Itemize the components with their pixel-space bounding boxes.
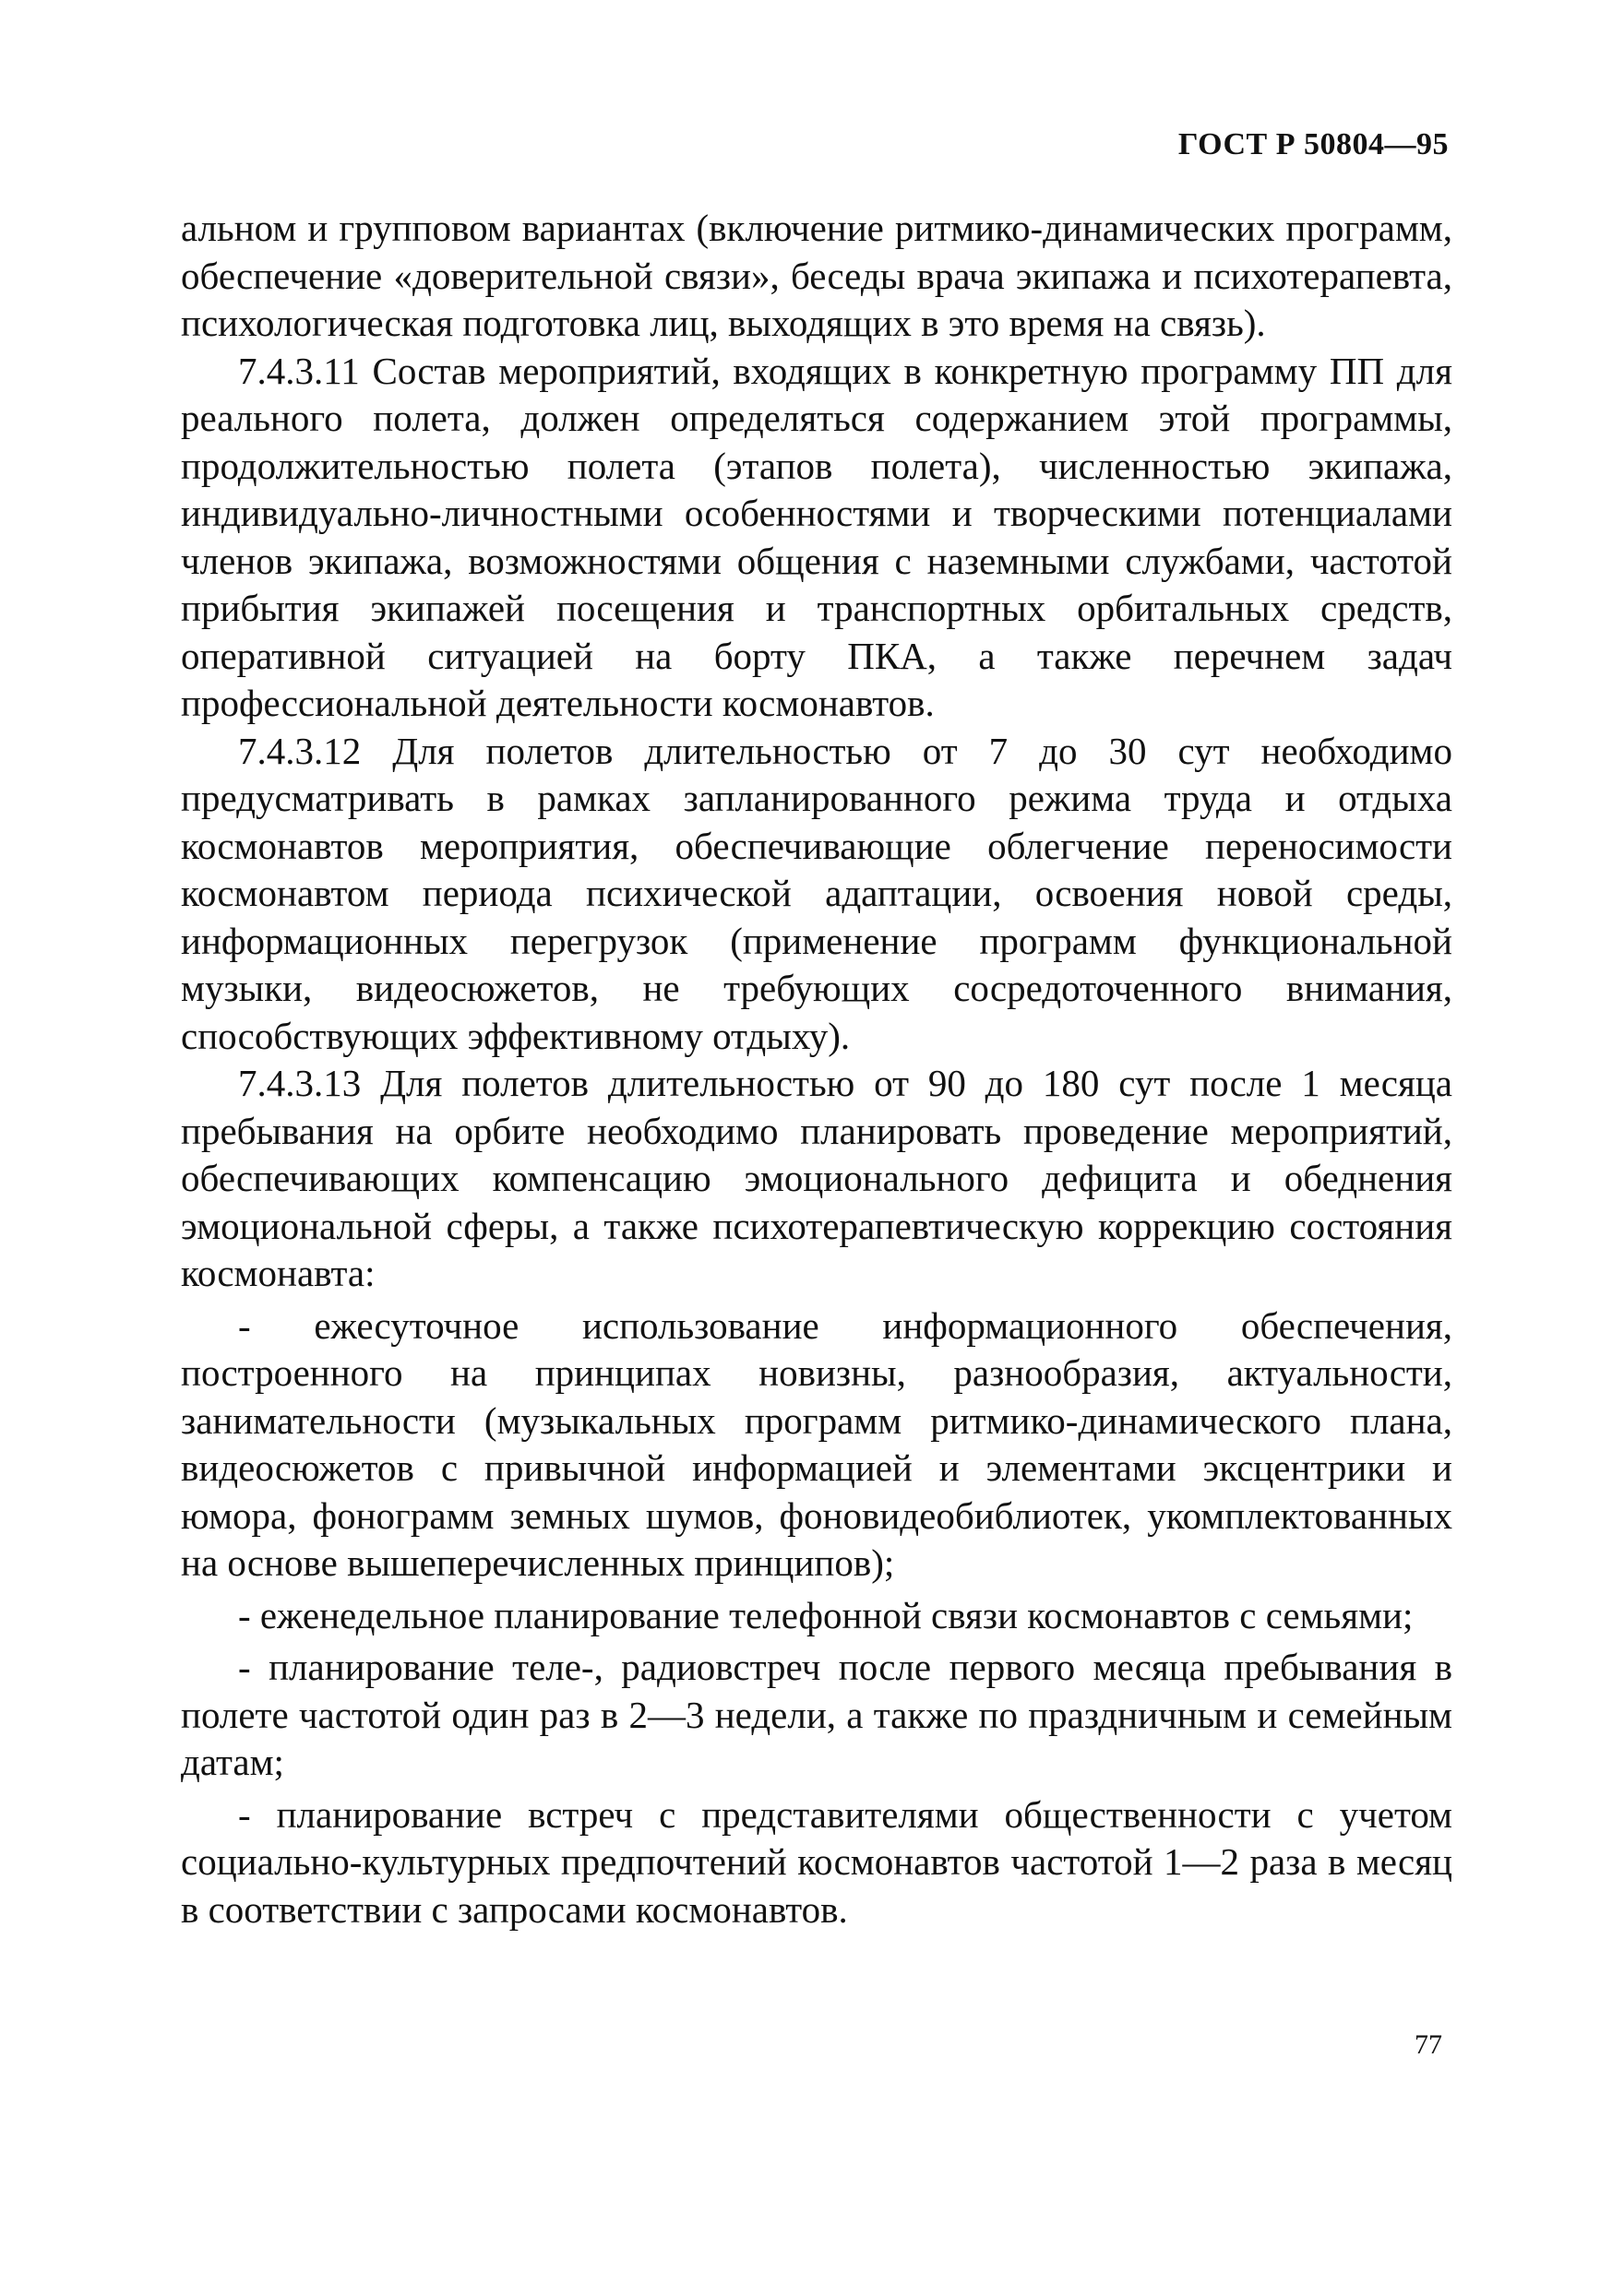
document-body: [181, 205, 1452, 1933]
page-number: 77: [1415, 2029, 1442, 2060]
list-item-tv-radio: - планирование теле-, радиовстреч после первого месяца пребывания в полете частотой один раз в 2—3 недели, а также по праздничным и семейным датам;: [181, 1646, 1452, 1783]
paragraph-7-4-3-11: 7.4.3.11 Состав мероприятий, входящих в конкретную программу ПП для реального полета, должен определяться содержанием этой программы, продолжительностью полета (этапов полета), численностью экипажа, индивидуально-личностными особенностями и творческими потенциалами членов экипажа, возможностями общения с наземными службами, частотой прибытия экипажей посещения и транспортных орбитальных средств, оперативной ситуацией на борту ПКА, а также перечнем задач профессиональной деятельности космонавтов.: [181, 349, 1452, 724]
paragraph-7-4-3-13: 7.4.3.13 Для полетов длительностью от 90 до 180 сут после 1 месяца пребывания на орбите необходимо планировать проведение мероприятий, обеспечивающих компенсацию эмоционального дефицита и обеднения эмоциональной сферы, а также психотерапевтическую коррекцию состояния космонавта:: [181, 1062, 1452, 1294]
list-item-public-meetings: - планирование встреч с представителями общественности с учетом социально-культурных предпочтений космонавтов частотой 1—2 раза в месяц в соответствии с запросами космонавтов.: [181, 1792, 1452, 1931]
document-code-header: ГОСТ Р 50804—95: [1177, 127, 1449, 161]
list-item-daily-info: - ежесуточное использование информационного обеспечения, построенного на принципах новизны, разнообразия, актуальности, занимательности (музыкальных программ ритмико-динамического плана, видеосюжетов с привычной информацией и элементами эксцентрики и юмора, фонограмм земных шумов, фоновидеобиблиотек, укомплектованных на основе вышеперечисленных принципов);: [181, 1303, 1452, 1584]
paragraph-7-4-3-12: 7.4.3.12 Для полетов длительностью от 7 до 30 сут необходимо предусматривать в рамках запланированного режима труда и отдыха космонавтов мероприятия, обеспечивающие облегчение переносимости космонавтом периода психической адаптации, освоения новой среды, информационных перегрузок (применение программ функциональной музыки, видеосюжетов, не требующих сосредоточенного внимания, способствующих эффективному отдыху).: [181, 729, 1452, 1057]
list-item-weekly-phone: - еженедельное планирование телефонной связи космонавтов с семьями;: [238, 1593, 1414, 1636]
paragraph-continuation: альном и групповом вариантах (включение ритмико-динамических программ, обеспечение «доверительной связи», беседы врача экипажа и психотерапевта, психологическая подготовка лиц, выходящих в это время на связь).: [181, 207, 1452, 344]
